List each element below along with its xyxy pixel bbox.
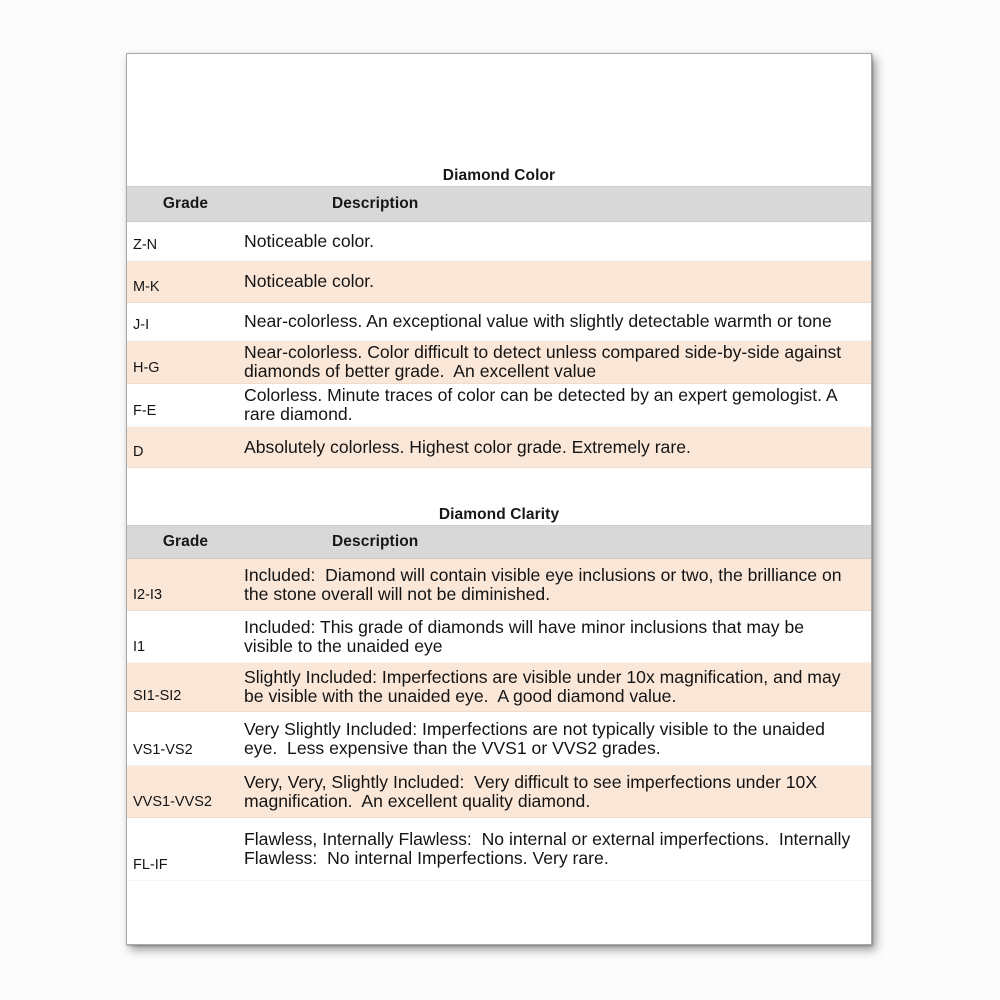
grade-cell xyxy=(127,261,244,302)
table-row xyxy=(127,303,871,341)
table-body xyxy=(127,222,871,468)
description-cell xyxy=(244,261,871,302)
grade-label: M-K xyxy=(133,279,160,295)
grade-label: J-I xyxy=(133,317,150,333)
grade-label: Z-N xyxy=(133,237,158,253)
table-row xyxy=(127,427,871,468)
table-row xyxy=(127,222,871,261)
table-section-diamond-color xyxy=(127,166,871,468)
table-row xyxy=(127,818,871,881)
description-cell xyxy=(244,559,871,610)
grade-label: SI1-SI2 xyxy=(133,688,182,704)
grade-label: I2-I3 xyxy=(133,587,163,603)
table-header-row xyxy=(127,525,871,559)
table-row xyxy=(127,384,871,427)
table-title-diamond-clarity: Diamond Clarity xyxy=(438,506,560,523)
table-row xyxy=(127,559,871,611)
grade-cell xyxy=(127,222,244,260)
description-cell xyxy=(244,766,871,817)
grade-label: D xyxy=(133,444,144,460)
grade-column-header: Grade xyxy=(162,195,209,212)
description-cell xyxy=(244,611,871,662)
table-row xyxy=(127,261,871,303)
description-text: Near-colorless. Color difficult to detect unless compared side-by-side against diamonds of better grade. An excellent value xyxy=(244,342,847,381)
grade-label: VS1-VS2 xyxy=(133,742,193,758)
table-row xyxy=(127,611,871,663)
grade-cell xyxy=(127,712,244,765)
grade-label: FL-IF xyxy=(133,857,168,873)
grade-cell xyxy=(127,427,244,467)
grade-cell xyxy=(127,818,244,880)
description-cell xyxy=(244,427,871,467)
grade-cell xyxy=(127,559,244,610)
table-row xyxy=(127,663,871,712)
table-row xyxy=(127,341,871,384)
grade-cell xyxy=(127,341,244,383)
grade-cell xyxy=(127,663,244,711)
grade-label: H-G xyxy=(133,360,160,376)
description-text: Colorless. Minute traces of color can be detected by an expert gemologist. A rare diamond. xyxy=(244,385,842,424)
grade-label: I1 xyxy=(133,639,146,655)
description-cell xyxy=(244,818,871,880)
grade-column-header: Grade xyxy=(162,533,209,550)
grade-cell xyxy=(127,384,244,426)
description-text: Included: This grade of diamonds will have minor inclusions that may be visible to the unaided eye xyxy=(244,616,809,656)
description-text: Near-colorless. An exceptional value with slightly detectable warmth or tone xyxy=(244,311,832,331)
description-cell xyxy=(244,222,871,260)
description-column-header: Description xyxy=(332,533,419,550)
grade-cell xyxy=(127,611,244,662)
description-cell xyxy=(244,341,871,383)
table-section-diamond-clarity xyxy=(127,505,871,881)
description-column-header: Description xyxy=(332,195,419,212)
grade-label: VVS1-VVS2 xyxy=(133,794,212,810)
description-cell xyxy=(244,663,871,711)
description-text: Very, Very, Slightly Included: Very difficult to see imperfections under 10X magnification. An excellent quality diamond. xyxy=(244,771,822,811)
table-title-diamond-color: Diamond Color xyxy=(442,167,556,184)
description-text: Absolutely colorless. Highest color grade. Extremely rare. xyxy=(244,436,691,457)
table-body xyxy=(127,559,871,881)
description-text: Included: Diamond will contain visible eye inclusions or two, the brilliance on the stone overall will not be diminished. xyxy=(244,564,847,604)
table-row xyxy=(127,712,871,766)
description-text: Flawless, Internally Flawless: No internal or external imperfections. Internally Flawless: No internal Imperfections. Very rare. xyxy=(244,829,856,868)
description-text: Noticeable color. xyxy=(244,230,375,251)
table-row xyxy=(127,766,871,818)
grade-cell xyxy=(127,303,244,340)
grade-cell xyxy=(127,766,244,817)
description-text: Very Slightly Included: Imperfections are not typically visible to the unaided eye. Less expensive than the VVS1 or VVS2 grades. xyxy=(244,718,830,758)
description-text: Slightly Included: Imperfections are visible under 10x magnification, and may be visible with the unaided eye. A good diamond value. xyxy=(244,667,846,706)
table-header-row xyxy=(127,186,871,222)
description-cell xyxy=(244,303,871,340)
description-text: Noticeable color. xyxy=(244,271,375,291)
grade-label: F-E xyxy=(133,403,157,419)
document-page xyxy=(126,53,872,945)
description-cell xyxy=(244,712,871,765)
description-cell xyxy=(244,384,871,426)
